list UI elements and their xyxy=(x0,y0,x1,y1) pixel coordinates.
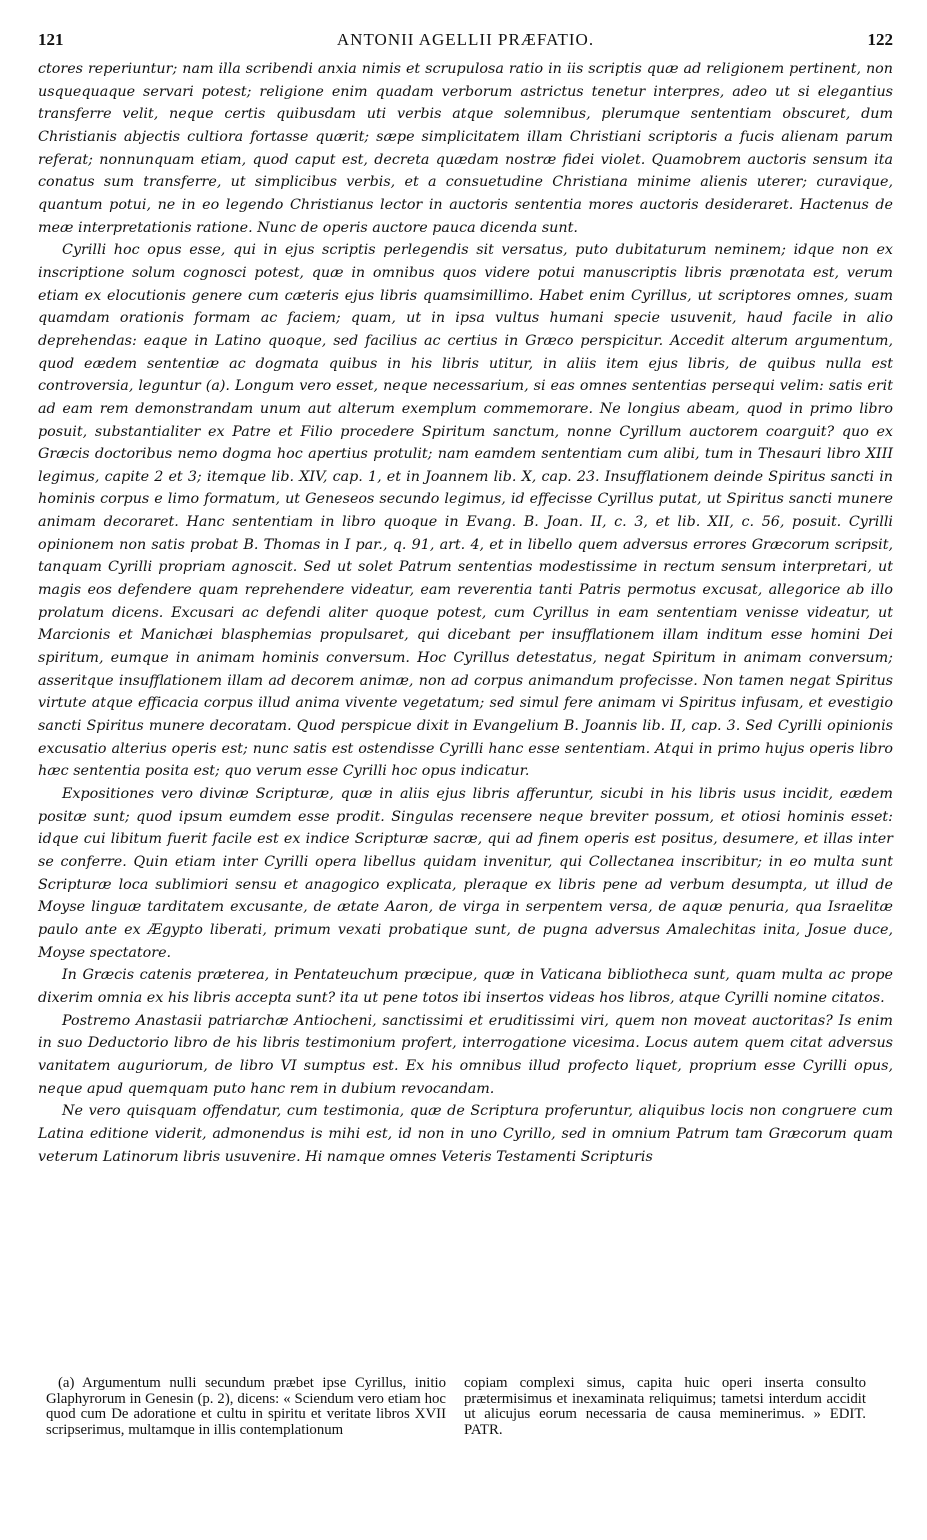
running-title: ANTONII AGELLII PRÆFATIO. xyxy=(336,30,595,49)
page-number-left: 121 xyxy=(38,30,64,49)
paragraph: Cyrilli hoc opus esse, qui in ejus scriptis perlegendis sit versatus, puto dubitaturum neminem; idque non ex inscriptione solum cognosci potest, quæ in omnibus quos videre potui manuscriptis libris prænotata est, verum etiam ex elocutionis genere cum cæteris ejus libris quamsimillimo. Habet enim Cyrillus, ut scriptores omnes, suam quamdam orationis formam ac faciem; quam, ut in ipsa vultus humani specie usuvenit, haud facile in alio deprehendas: eaque in Latino quoque, sed facilius ac certius in Græco perspicitur. Accedit alterum argumentum, quod eædem sententiæ ac dogmata quibus in his libris utitur, in aliis item ejus libris, de quibus nulla est controversia, leguntur (a). Longum vero esset, neque necessarium, si eas omnes sententias persequi velim: satis erit ad eam rem demonstrandam unum aut alterum exemplum commemorare. Ne longius abeam, quod in primo libro posuit, substantialiter ex Patre et Filio procedere Spiritum sanctum, nonne Cyrillum auctorem coarguit? quo ex Græcis doctoribus nemo dogma hoc apertius protulit; nam eamdem sententiam cum alibi, tum in Thesauri libro XIII legimus, capite 2 et 3; itemque lib. XIV, cap. 1, et in Joannem lib. X, cap. 23. Insufflationem deinde Spiritus sancti in hominis corpus e limo formatum, ut Geneseos secundo legimus, id effecisse Cyrillus putat, ut Spiritus sancti munere animam decoraret. Hanc sententiam in libro quoque in Evang. B. Joan. II, c. 3, et lib. XII, c. 56, posuit. Cyrilli opinionem non satis probat B. Thomas in I par., q. 91, art. 4, et in libello quem adversus errores Græcorum scripsit, tanquam Cyrilli propriam agnoscit. Sed ut solet Patrum sententias modestissime in rectum sensum interpretari, ut magis eos defendere quam reprehendere videatur, eam reverentia tanti Patris permotus excusat, allegorice ab illo prolatum dicens. Excusari ac defendi aliter quoque potest, cum Cyrillus in eam sententiam venisse videatur, ut Marcionis et Manichæi blasphemias propulsaret, qui dicebant per insufflationem illam inditum esse homini Dei spiritum, eumque in animam hominis conversum. Hoc Cyrillus detestatus, negat Spiritum in animam conversum; asseritque insufflationem illam ad decorem animæ, non ad corpus animandum profecisse. Non tamen negat Spiritus virtute atque efficacia corpus illud anima vivente vegetatum; sed simul fere animam vi Spiritus infusam, et evestigio sancti Spiritus munere decoratam. Quod perspicue dixit in Evangelium B. Joannis lib. II, cap. 3. Sed Cyrilli opinionis excusatio alterius operis est; nunc satis est ostendisse Cyrilli hanc esse sententiam. Atqui in primo hujus operis libro hæc sententia posita est; quo verum esse Cyrilli hoc opus indicatur. xyxy=(38,242,893,780)
footnotes xyxy=(46,1376,866,1438)
paragraph: Postremo Anastasii patriarchæ Antiocheni, sanctissimi et eruditissimi viri, quem non moveat auctoritas? Is enim in suo Deductorio libro de his libris testimonium profert, interrogatione vicesima. Locus autem quem citat adversus vanitatem auguriorum, de libro VI sumptus est. Ex his omnibus illud profecto liquet, proprium esse Cyrilli opus, neque apud quemquam puto hanc rem in dubium revocandam. xyxy=(38,1012,893,1097)
paragraph: Ne vero quisquam offendatur, cum testimonia, quæ de Scriptura proferuntur, aliquibus locis non congruere cum Latina editione viderit, admonendus is mihi est, id non in uno Cyrillo, sed in omnium Patrum tam Græcorum quam veterum Latinorum libris usuvenire. Hi namque omnes Veteris Testamenti Scripturis xyxy=(38,1103,893,1165)
page-number-right: 122 xyxy=(867,30,893,49)
paragraph-continuation: ctores reperiuntur; nam illa scribendi anxia nimis et scrupulosa ratio in iis scriptis quæ ad religionem pertinent, non usquequaque servari potest; religione enim quadam verborum astrictus tenetur interpres, adeo ut si elegantius transferre velit, neque certis quibusdam uti verbis atque solemnibus, plerumque sententiam obscuret, dum Christianis abjectis cultiora fortasse quærit; sæpe simplicitatem illam Christiani scriptoris a fucis alienam parum referat; nonnunquam etiam, quod caput est, decreta quædam nostræ fidei violet. Quamobrem auctoris sensum ita conatus sum transferre, ut simplicibus verbis, et a consuetudine Christiana minime alienis uterer; curavique, quantum potui, ne in eo legendo Christianus lector in auctoris sententia mores auctoris desideraret. Hactenus de meæ interpretationis ratione. Nunc de operis auctore pauca dicenda sunt. xyxy=(38,61,893,236)
page xyxy=(38,30,893,1168)
footnote-right-column: copiam complexi simus, capita huic operi inserta consulto prætermisimus et inexaminata reliquimus; tametsi interdum accidit ut alicujus eorum necessaria de causa meminerimus. » EDIT. PATR. xyxy=(464,1375,866,1438)
paragraph: In Græcis catenis præterea, in Pentateuchum præcipue, quæ in Vaticana bibliotheca sunt, quam multa ac prope dixerim omnia ex his libris accepta sunt? ita ut pene totos ibi insertos videas hos libros, atque Cyrilli nomine citatos. xyxy=(38,967,893,1006)
body-text xyxy=(38,58,893,1168)
page-header xyxy=(38,30,893,58)
paragraph: Expositiones vero divinæ Scripturæ, quæ in aliis ejus libris afferuntur, sicubi in his libris usus incidit, eædem positæ sunt; quod ipsum eumdem esse prodit. Singulas recensere neque breviter possum, et otiosi hominis esset: idque cui libitum fuerit facile est ex indice Scripturæ sacræ, qui ad finem operis est positus, desumere, et illas inter se conferre. Quin etiam inter Cyrilli opera libellus quidam invenitur, qui Collectanea inscribitur; in eo multa sunt Scripturæ loca sublimiori sensu et anagogico explicata, pleraque ex libris pene ad verbum desumpta, ut illud de Moyse linguæ tarditatem excusante, de ætate Aaron, de virga in serpentem versa, de aquæ penuria, qua Israelitæ paulo ante ex Ægypto liberati, primum vexati probatique sunt, de pugna adversus Amalechitas inita, Josue duce, Moyse spectatore. xyxy=(38,786,893,961)
footnote-left-column: (a) Argumentum nulli secundum præbet ipse Cyrillus, initio Glaphyrorum in Genesin (p. 2), dicens: « Sciendum vero etiam hoc quod cum De adoratione et cultu in spiritu et veritate libros XVII scripserimus, multamque in illis contemplationum xyxy=(46,1375,446,1438)
